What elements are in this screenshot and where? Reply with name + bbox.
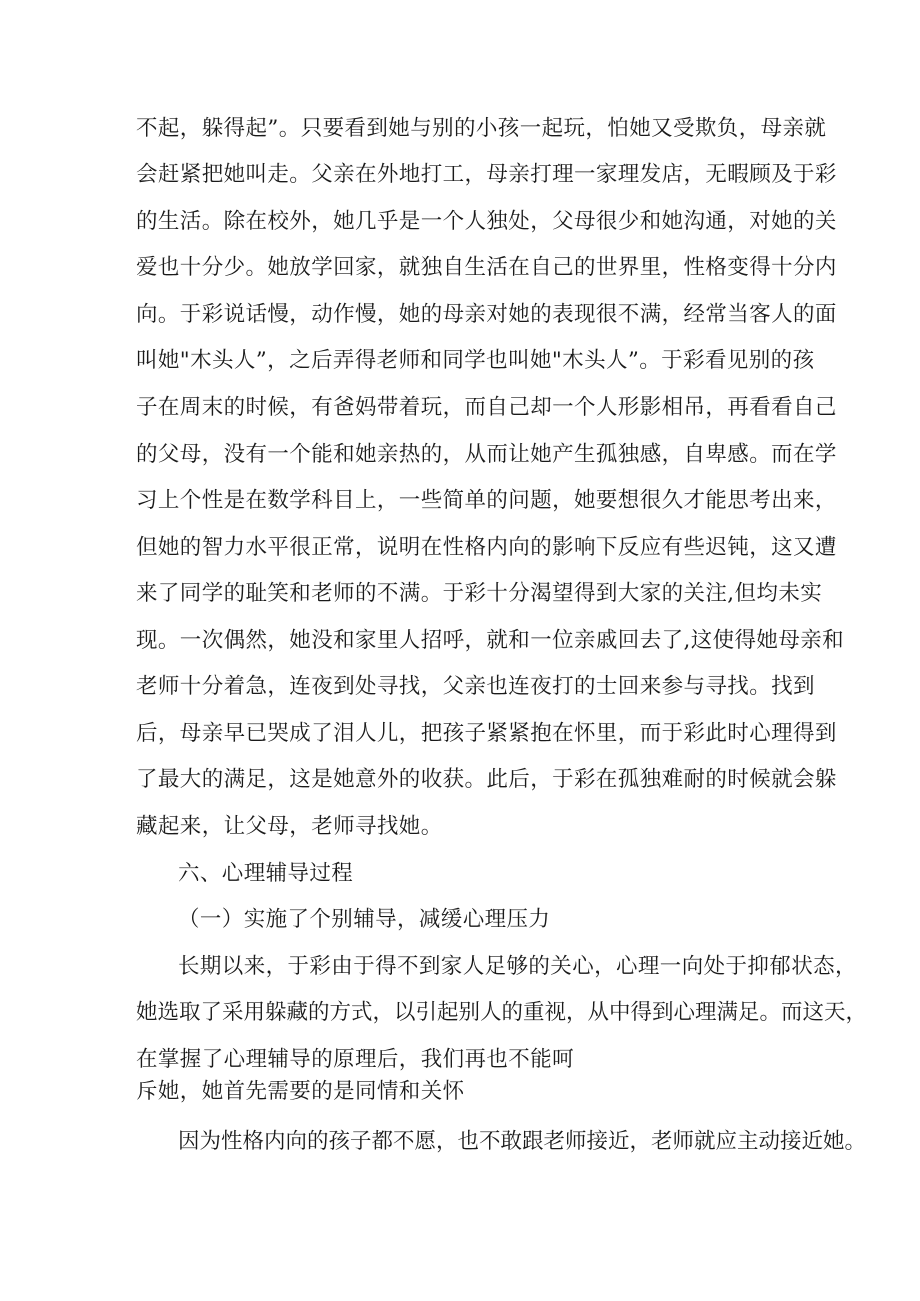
- text-line-23: 因为性格内向的孩子都不愿，也不敢跟老师接近，老师就应主动接近她。: [178, 1129, 867, 1154]
- text-line-8: 的父母，没有一个能和她亲热的，从而让她产生孤独感，自卑感。而在学: [136, 442, 837, 467]
- text-line-19: 长期以来，于彩由于得不到家人足够的关心，心理一向处于抑郁状态，: [178, 954, 857, 979]
- subsection-heading: （一）实施了个别辅导，减缓心理压力: [178, 907, 551, 932]
- text-line-12: 现。一次偶然，她没和家里人招呼，就和一位亲戚回去了,这使得她母亲和: [136, 628, 845, 653]
- text-line-20: 她选取了采用躲藏的方式，以引起别人的重视，从中得到心理满足。而这天，: [136, 1000, 868, 1025]
- text-line-10: 但她的智力水平很正常，说明在性格内向的影响下反应有些迟钝，这又遭: [136, 535, 837, 560]
- text-line-14: 后，母亲早已哭成了泪人儿，把孩子紧紧抱在怀里，而于彩此时心理得到: [136, 721, 837, 746]
- text-line-7: 子在周末的时候，有爸妈带着玩，而自己却一个人形影相吊，再看看自己: [136, 395, 837, 420]
- text-line-21: 在掌握了心理辅导的原理后，我们再也不能呵: [136, 1047, 575, 1072]
- section-heading: 六、心理辅导过程: [178, 861, 354, 886]
- text-line-4: 爱也十分少。她放学回家，就独自生活在自己的世界里，性格变得十分内: [136, 255, 837, 280]
- text-line-1: 不起，躲得起”。只要看到她与别的小孩一起玩，怕她又受欺负，母亲就: [136, 116, 827, 141]
- text-line-9: 习上个性是在数学科目上，一些简单的问题，她要想很久才能思考出来，: [136, 488, 837, 513]
- text-line-5: 向。于彩说话慢，动作慢，她的母亲对她的表现很不满，经常当客人的面: [136, 302, 837, 327]
- text-line-15: 了最大的满足，这是她意外的收获。此后，于彩在孤独难耐的时候就会躲: [136, 767, 837, 792]
- text-line-13: 老师十分着急，连夜到处寻找，父亲也连夜打的士回来参与寻找。找到: [136, 674, 815, 699]
- text-line-16: 藏起来，让父母，老师寻找她。: [136, 814, 443, 839]
- text-line-2: 会赶紧把她叫走。父亲在外地打工，母亲打理一家理发店，无暇顾及于彩: [136, 162, 837, 187]
- text-line-3: 的生活。除在校外，她几乎是一个人独处，父母很少和她沟通，对她的关: [136, 209, 837, 234]
- text-line-6: 叫她"木头人”，之后弄得老师和同学也叫她"木头人”。于彩看见别的孩: [136, 348, 815, 373]
- text-line-22: 斥她，她首先需要的是同情和关怀: [136, 1079, 465, 1104]
- text-line-11: 来了同学的耻笑和老师的不满。于彩十分渴望得到大家的关注,但均未实: [136, 581, 823, 606]
